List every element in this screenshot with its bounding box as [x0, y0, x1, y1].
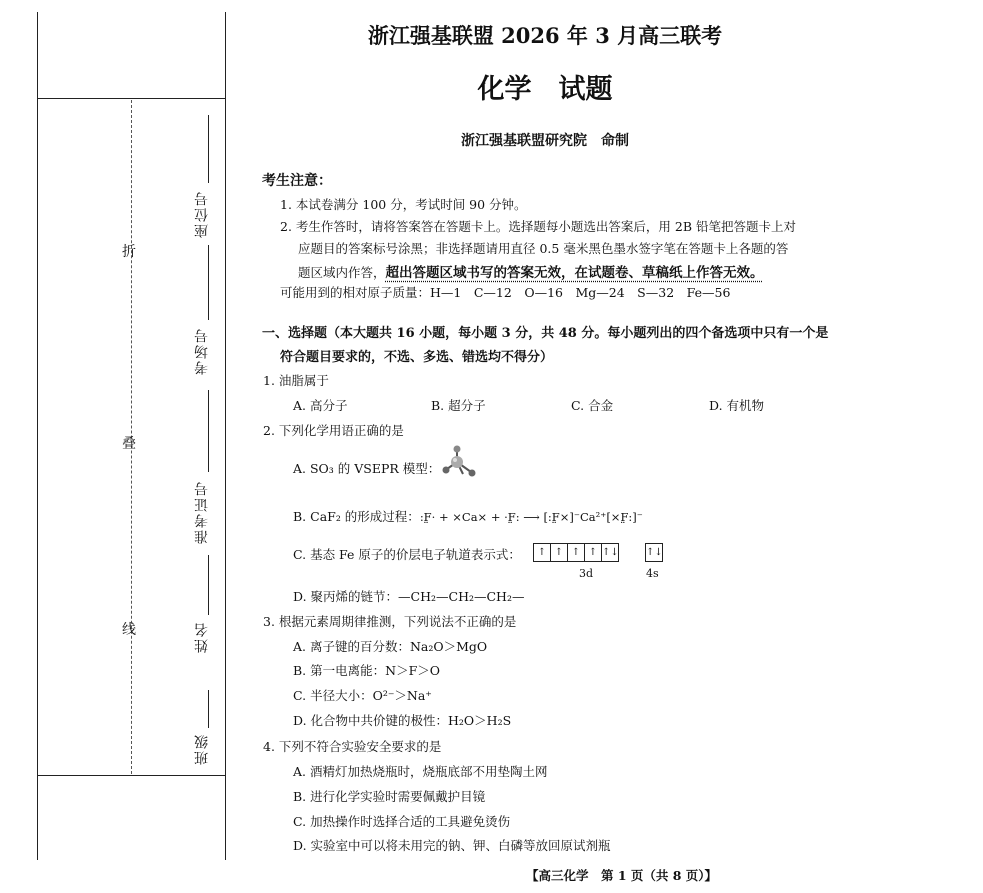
field-class: 班级 — [194, 733, 210, 765]
orbital-3d-3: ↑ — [568, 544, 585, 561]
q1-option-d: D. 有机物 — [709, 398, 765, 413]
q4-option-a: A. 酒精灯加热烧瓶时，烧瓶底部不用垫陶土网 — [293, 764, 548, 779]
exam-title: 浙江强基联盟 2026 年 3 月高三联考 — [367, 23, 723, 48]
field-exam-room: 考场号 — [194, 327, 210, 375]
q4-option-b: B. 进行化学实验时需要佩戴护目镜 — [293, 789, 486, 804]
orbital-4s-1: ↑↓ — [646, 547, 663, 558]
q2-option-b-prefix: B. CaF₂ 的形成过程： — [293, 509, 420, 524]
orbital-box-4s — [645, 543, 663, 562]
field-seat-number-line — [208, 115, 209, 183]
orbital-box-3d — [533, 543, 619, 562]
field-name: 姓名 — [194, 621, 210, 653]
vsepr-model-icon — [438, 444, 478, 480]
q4-stem: 4. 下列不符合实验安全要求的是 — [263, 739, 442, 754]
notice-item-2-line-3-plain: 题区域内作答， — [298, 265, 386, 280]
field-name-line — [208, 555, 209, 615]
fold-char-xian: 线 — [122, 622, 136, 638]
binding-right-border — [225, 12, 226, 860]
field-admission-ticket-line — [208, 390, 209, 472]
field-exam-room-line — [208, 245, 209, 320]
section-1-heading-line-2: 符合题目要求的，不选、多选、错选均不得分） — [280, 350, 554, 365]
q3-stem: 3. 根据元素周期律推测，下列说法不正确的是 — [263, 614, 517, 629]
orbital-4s-label: 4s — [646, 567, 659, 580]
orbital-3d-label: 3d — [579, 567, 594, 580]
notice-heading: 考生注意： — [262, 173, 332, 189]
field-admission-ticket: 准考证号 — [194, 480, 210, 544]
q3-option-c: C. 半径大小：O²⁻＞Na⁺ — [293, 688, 432, 703]
q1-stem: 1. 油脂属于 — [263, 373, 329, 388]
fold-char-die: 叠 — [122, 436, 136, 452]
notice-item-2-line-1: 2. 考生作答时，请将答案答在答题卡上。选择题每小题选出答案后，用 2B 铅笔把答题卡上对 — [280, 219, 796, 234]
orbital-3d-5: ↑↓ — [602, 547, 619, 558]
atomic-mass-line: 可能用到的相对原子质量：H—1 C—12 O—16 Mg—24 S—32 Fe—56 — [280, 285, 731, 300]
field-class-line — [208, 690, 209, 728]
orbital-3d-2: ↑ — [551, 544, 568, 561]
q2-stem: 2. 下列化学用语正确的是 — [263, 423, 404, 438]
binding-top-rule — [37, 98, 225, 99]
q1-option-b: B. 超分子 — [431, 398, 486, 413]
publisher-line: 浙江强基联盟研究院 命制 — [461, 133, 629, 149]
notice-item-1: 1. 本试卷满分 100 分，考试时间 90 分钟。 — [280, 197, 527, 212]
binding-bottom-rule — [37, 775, 225, 776]
q2-option-b — [293, 507, 643, 525]
field-seat-number: 座位号 — [194, 190, 210, 238]
page-footer: 【高三化学 第 1 页（共 8 页）】 — [525, 868, 718, 883]
q3-option-d: D. 化合物中共价键的极性：H₂O＞H₂S — [293, 713, 512, 728]
notice-item-2-line-3 — [298, 261, 764, 281]
section-1-heading-line-1: 一、选择题（本大题共 16 小题，每小题 3 分，共 48 分。每小题列出的四个备选项中只有一个是 — [262, 326, 829, 341]
orbital-3d-1: ↑ — [534, 544, 551, 561]
q1-option-a: A. 高分子 — [293, 398, 348, 413]
binding-left-border — [37, 12, 38, 860]
q2-option-b-formula: :F̤· + ×Ca× + ·F̤: ⟶ [:F̤×]⁻Ca²⁺[×F̤:]⁻ — [419, 510, 643, 524]
q3-option-a: A. 离子键的百分数：Na₂O＞MgO — [293, 639, 488, 654]
notice-invalid-warning: 超出答题区域书写的答案无效，在试题卷、草稿纸上作答无效。 — [385, 265, 764, 281]
q2-option-c: C. 基态 Fe 原子的价层电子轨道表示式： — [293, 547, 521, 562]
q4-option-d: D. 实验室中可以将未用完的钠、钾、白磷等放回原试剂瓶 — [293, 838, 611, 853]
notice-item-2-line-2: 应题目的答案标号涂黑；非选择题请用直径 0.5 毫米黑色墨水签字笔在答题卡上各题的答 — [298, 241, 789, 256]
q1-option-c: C. 合金 — [571, 398, 614, 413]
q3-option-b: B. 第一电离能：N＞F＞O — [293, 663, 440, 678]
q2-option-d: D. 聚丙烯的链节：—CH₂—CH₂—CH₂— — [293, 589, 525, 604]
orbital-3d-4: ↑ — [585, 544, 602, 561]
q2-option-a: A. SO₃ 的 VSEPR 模型： — [293, 461, 441, 476]
fold-char-zhe: 折 — [122, 244, 136, 260]
subject-title: 化学 试题 — [477, 74, 613, 105]
q4-option-c: C. 加热操作时选择合适的工具避免烫伤 — [293, 814, 511, 829]
